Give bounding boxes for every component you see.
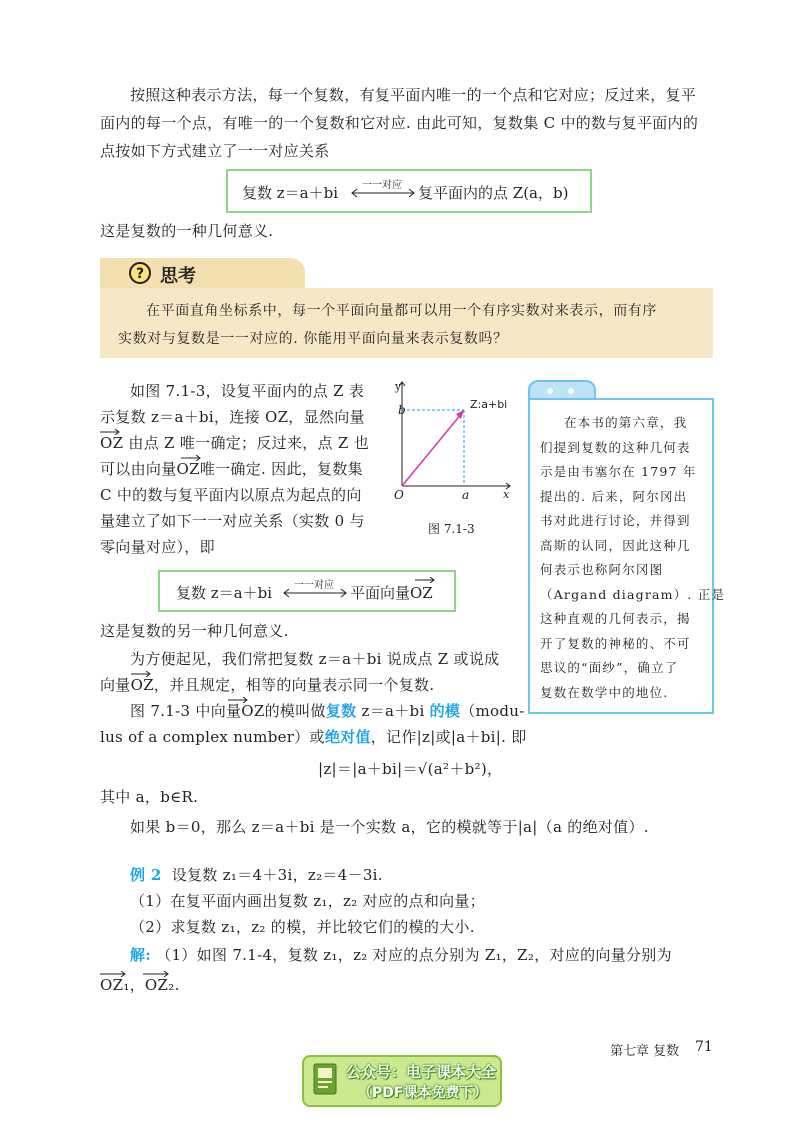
sidebar-line: 在本书的第六章，我 — [564, 415, 688, 430]
paragraph-line: 这是复数的另一种几何意义. — [100, 622, 289, 640]
paragraph-line: 如图 7.1-3，设复平面内的点 Z 表 — [130, 382, 365, 400]
solution-line — [130, 942, 672, 968]
promo-banner — [302, 1055, 502, 1107]
sidebar-line: 高斯的认同，因此这种几 — [540, 537, 691, 553]
example-question: （1）在复平面内画出复数 z₁，z₂ 对应的点和向量； — [130, 892, 486, 910]
svg-text:?: ? — [135, 266, 145, 282]
text-run: 设复数 z₁＝4＋3i，z₂＝4－3i. — [171, 866, 383, 884]
sidebar-line: 示是由韦塞尔在 1797 年 — [540, 464, 697, 479]
sidebar-line: 这种直观的几何表示，揭 — [540, 611, 691, 626]
vector-arrow-icon — [130, 671, 152, 677]
sidebar-line: 书对此进行讨论，并得到 — [540, 513, 691, 528]
vector-arrow-icon — [142, 971, 170, 977]
paragraph-line: OZ 由点 Z 唯一确定；反过来，点 Z 也 — [100, 434, 370, 452]
think-title: 思考 — [160, 266, 196, 287]
term-absolute-value: 绝对值 — [324, 728, 371, 746]
paragraph-line: 向量OZ，并且规定，相等的向量表示同一个复数. — [100, 676, 435, 694]
term-complex: 复数 — [325, 702, 357, 720]
vector-arrow-icon — [227, 697, 249, 703]
paragraph-line: 零向量对应），即 — [100, 538, 215, 556]
dot-icon — [568, 388, 574, 394]
sidebar-line: 思议的“面纱”，确立了 — [540, 660, 679, 675]
y-axis-label: y — [395, 380, 402, 393]
paragraph-line: 为方便起见，我们常把复数 z＝a＋bi 说成点 Z 或说成 — [130, 650, 500, 668]
promo-line2: （PDF课本免费下） — [358, 1085, 488, 1101]
book-icon — [312, 1062, 340, 1098]
sidebar-line: 提出的. 后来，阿尔冈出 — [540, 488, 688, 504]
page-number: 71 — [695, 1039, 713, 1055]
a-tick-label: a — [462, 488, 470, 502]
think-line: 实数对与复数是一一对应的. 你能用平面向量来表示复数吗？ — [118, 331, 508, 347]
figure-caption: 图 7.1-3 — [428, 522, 475, 536]
solution-label: 解: — [130, 946, 152, 964]
paragraph-line: C 中的数与复平面内以原点为起点的向 — [100, 486, 362, 504]
paragraph-line: 量建立了如下一一对应关系（实数 0 与 — [100, 512, 365, 530]
paragraph-line: 面内的每一个点，有唯一的一个复数和它对应. 由此可知，复数集 C 中的数与复平面内的 — [100, 114, 699, 132]
think-body — [100, 288, 713, 358]
paragraph-line: 这是复数的一种几何意义. — [100, 222, 274, 240]
question-circle-icon — [128, 261, 152, 285]
vector-arrow-icon — [99, 971, 127, 977]
text-run: z＝a＋bi — [356, 702, 430, 720]
solution-line: OZ₁，OZ₂. — [100, 976, 180, 994]
sidebar-line: 复数在数学中的地位. — [540, 684, 669, 700]
z-point-label: Z:a+bi — [470, 398, 508, 411]
term-modulus: 的模 — [429, 702, 461, 720]
sidebar-tab — [528, 380, 596, 400]
double-arrow-icon — [350, 188, 416, 198]
sidebar-line: 开了复数的神秘的、不可 — [540, 635, 691, 651]
sidebar-line: 何表示也称阿尔冈图 — [540, 562, 664, 577]
example-label: 例 2 — [130, 866, 162, 884]
paragraph-line: 点按如下方式建立了一一对应关系 — [100, 142, 330, 160]
text-run: （modu- — [460, 702, 525, 720]
vector-arrowhead — [456, 410, 464, 419]
text-run: （1）如图 7.1-4，复数 z₁，z₂ 对应的点分别为 Z₁，Z₂，对应的向量分别为 — [156, 946, 672, 964]
paragraph-line: 可以由向量OZ唯一确定. 因此，复数集 — [100, 460, 363, 478]
arrow-label: 一一对应 — [294, 580, 334, 591]
example-question: （2）求复数 z₁，z₂ 的模，并比较它们的模的大小. — [130, 918, 475, 936]
vector-arrow-icon — [99, 429, 121, 435]
chapter-label: 第七章 复数 — [610, 1044, 680, 1059]
dot-icon — [547, 388, 553, 394]
paragraph-line: 如果 b＝0，那么 z＝a＋bi 是一个实数 a，它的模就等于|a|（a 的绝对值）. — [130, 818, 649, 836]
arrow-label: 一一对应 — [362, 180, 402, 191]
vector-arrow-icon — [414, 577, 436, 583]
formula-box — [158, 570, 456, 612]
formula-right: 平面向量OZ — [350, 584, 433, 602]
formula-left: 复数 z＝a＋bi — [176, 584, 273, 602]
paragraph-line — [100, 724, 527, 750]
origin-label: O — [394, 488, 404, 502]
formula-right: 复平面内的点 Z(a，b) — [418, 184, 569, 202]
example-stem — [130, 862, 383, 888]
formula-box — [226, 169, 592, 213]
sidebar-line: （Argand diagram）. 正是 — [540, 586, 726, 602]
modulus-formula: |z|＝|a＋bi|＝√(a²＋b²)， — [318, 760, 503, 778]
formula-left: 复数 z＝a＋bi — [242, 184, 339, 202]
think-header — [100, 258, 305, 288]
sidebar-note — [528, 398, 726, 714]
paragraph-line: 其中 a，b∈R. — [100, 788, 199, 806]
b-tick-label: b — [398, 403, 406, 417]
text-run: ，记作|z|或|a＋bi|. 即 — [370, 728, 527, 746]
promo-line1: 公众号：电子课本大全 — [346, 1063, 497, 1081]
paragraph-line: 按照这种表示方法，每一个复数，有复平面内唯一的一个点和它对应；反过来，复平 — [130, 86, 697, 104]
text-run: 图 7.1-3 中向量OZ的模叫做 — [130, 702, 326, 720]
paragraph-line: 示复数 z＝a＋bi，连接 OZ，显然向量 — [100, 408, 365, 426]
paragraph-line — [130, 698, 525, 724]
think-line: 在平面直角坐标系中，每一个平面向量都可以用一个有序实数对来表示，而有序 — [146, 303, 657, 319]
vector-arrow-icon — [180, 455, 202, 461]
vector-oz — [402, 413, 462, 486]
sidebar-line: 们提到复数的这种几何表 — [540, 439, 691, 455]
x-axis-label: x — [503, 488, 510, 501]
double-arrow-icon — [282, 588, 348, 598]
text-run: lus of a complex number）或 — [100, 728, 325, 746]
